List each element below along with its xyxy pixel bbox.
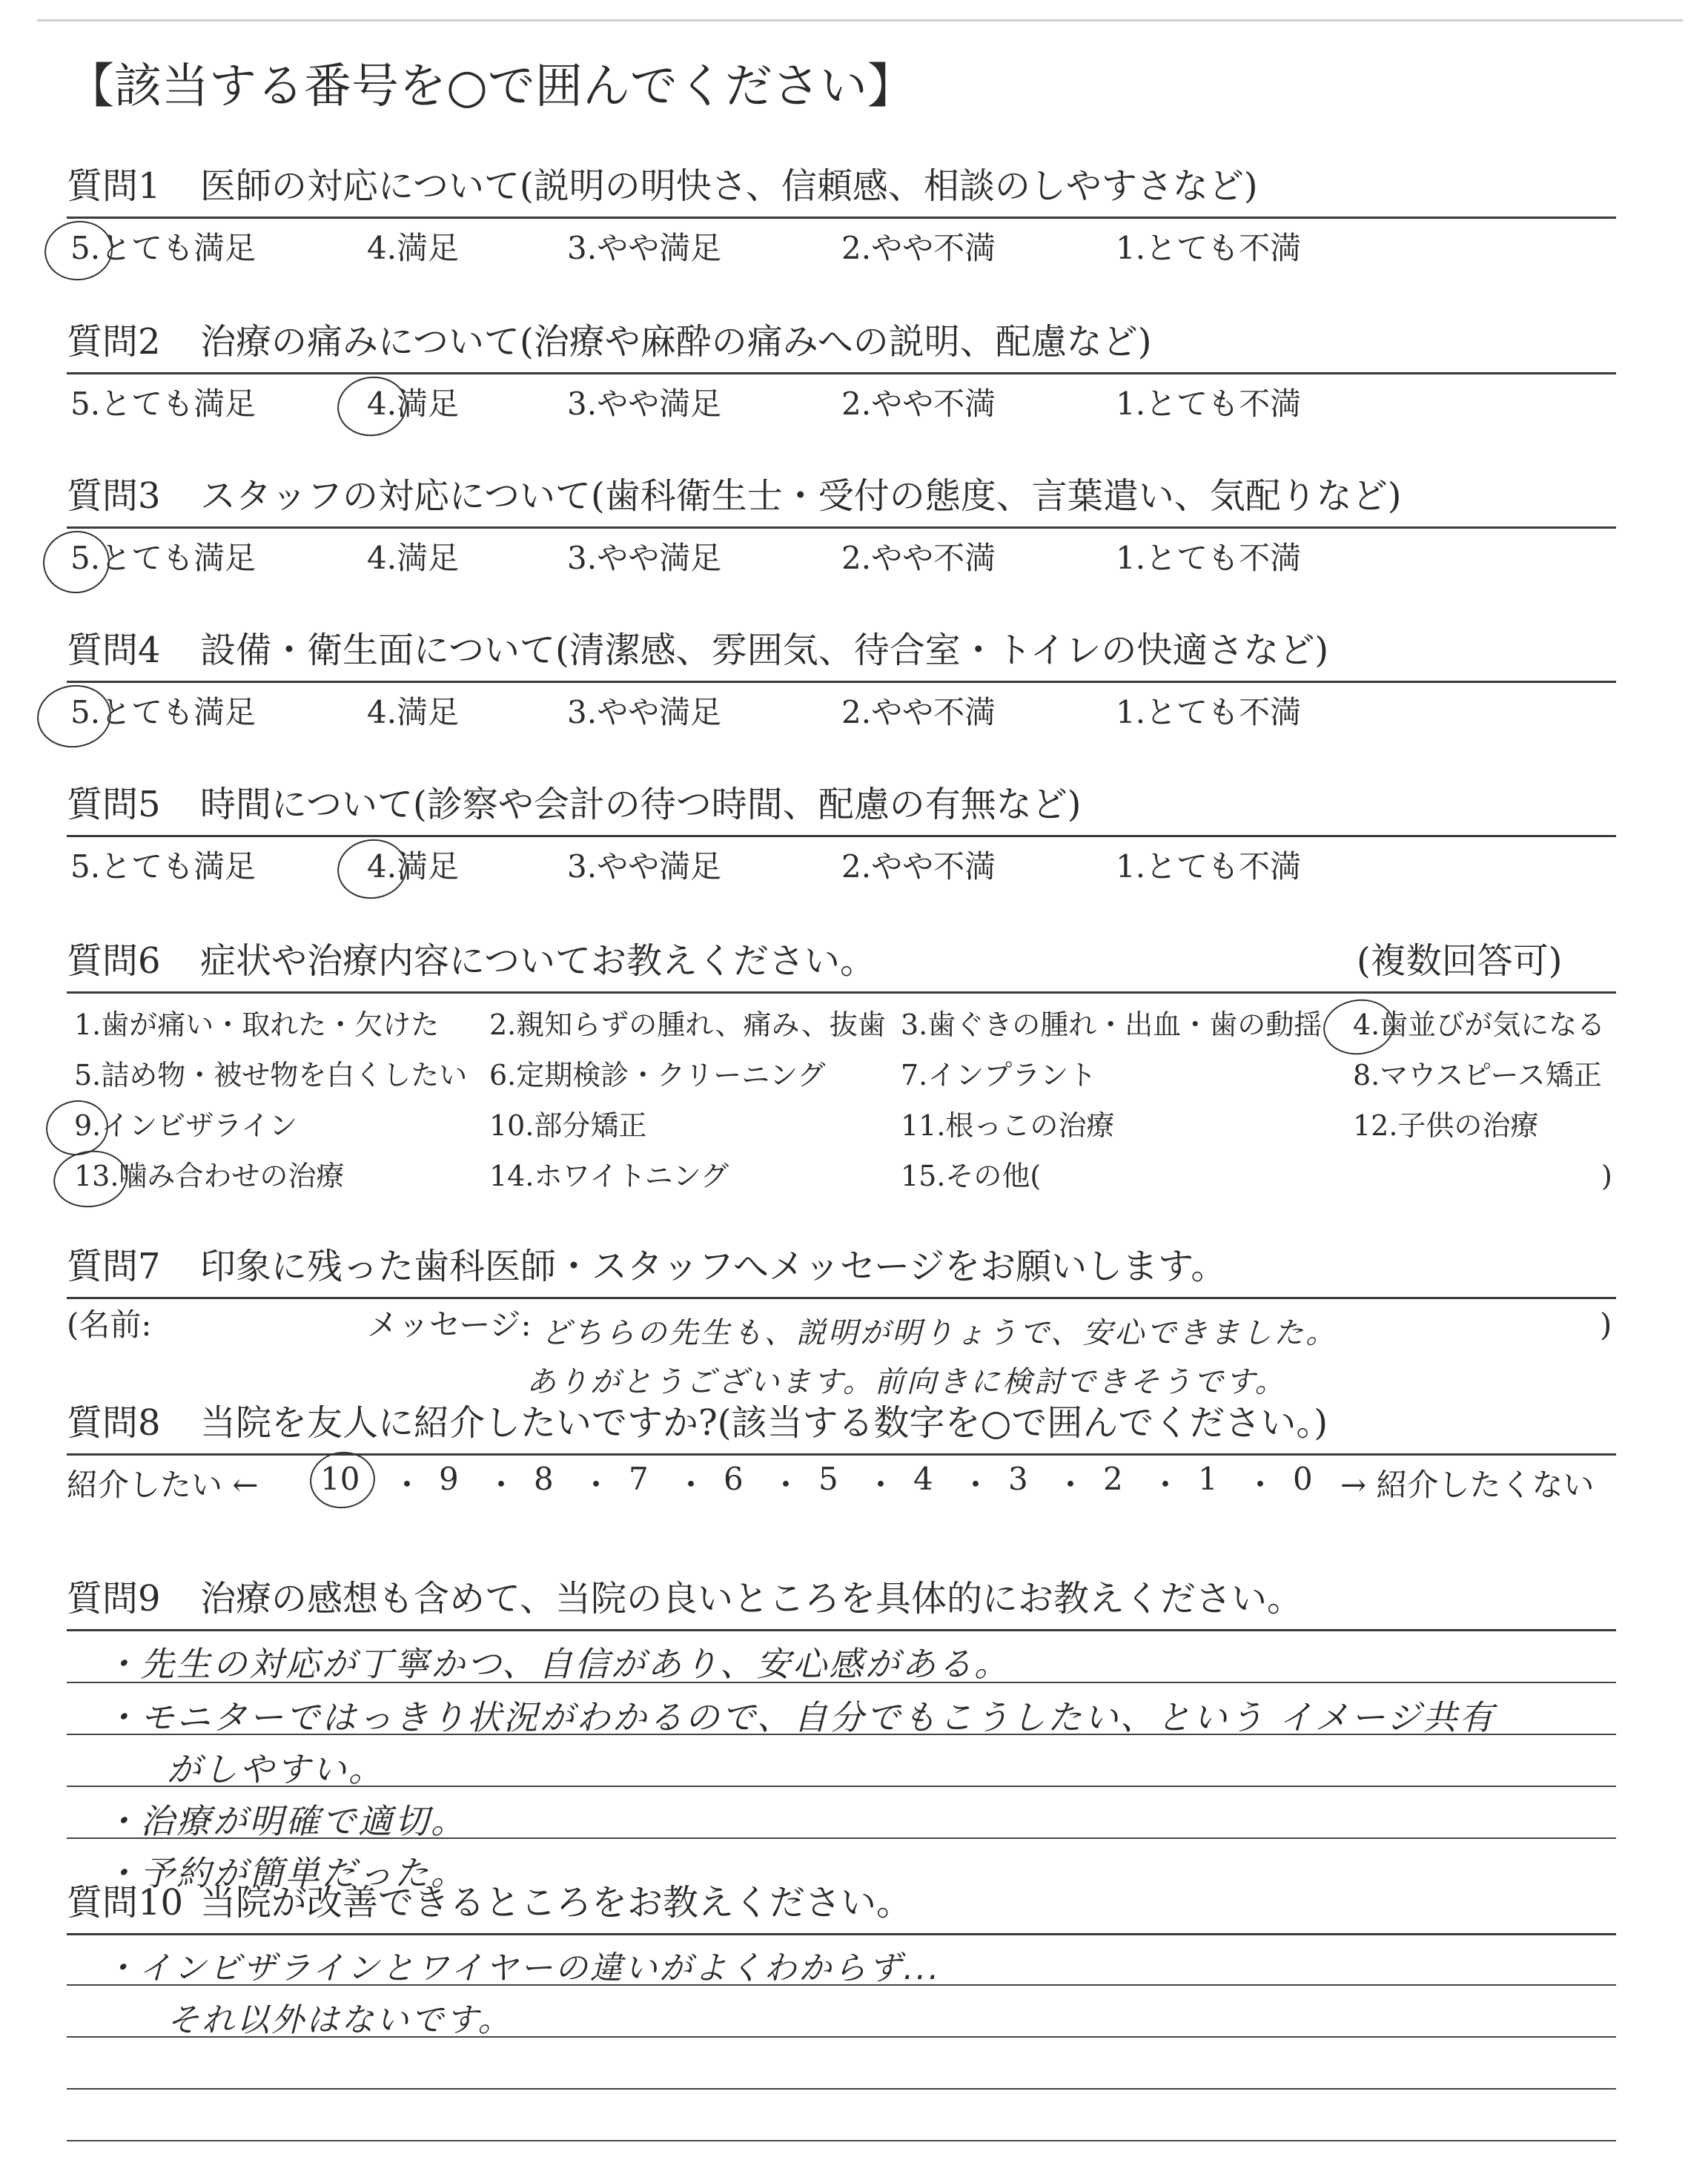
q6-item-14[interactable]: 14.ホワイトニング	[489, 1160, 729, 1192]
q8-scale-separator: ・	[865, 1467, 897, 1503]
q5-option-3[interactable]: 3.やや満足	[567, 848, 722, 885]
q3-option-1[interactable]: 1.とても不満	[1116, 540, 1302, 576]
q9-writing-line	[67, 1786, 1616, 1787]
q3-option-4[interactable]: 4.満足	[367, 540, 460, 576]
q6-rule	[67, 991, 1616, 994]
q10-heading	[67, 1883, 912, 1923]
q9-heading	[67, 1579, 1302, 1619]
q8-scale-separator: ・	[1245, 1467, 1277, 1503]
q10-writing-line	[67, 2036, 1616, 2038]
q4-option-3[interactable]: 3.やや満足	[567, 694, 722, 730]
q5-heading	[67, 785, 1082, 825]
q2-heading	[67, 323, 1152, 362]
q5-number: 質問5	[67, 784, 161, 825]
q8-scale-6[interactable]: 6	[724, 1461, 744, 1497]
q3-number: 質問3	[67, 475, 161, 517]
q2-option-5[interactable]: 5.とても満足	[70, 386, 256, 422]
q10-rule	[67, 1933, 1616, 1935]
q10-writing-line	[67, 2088, 1616, 2090]
q8-scale-separator: ・	[960, 1467, 992, 1503]
q1-number: 質問1	[67, 165, 161, 207]
q8-scale-separator: ・	[580, 1467, 612, 1503]
q5-selection-circle	[334, 835, 411, 903]
q6-heading	[67, 942, 875, 981]
q2-rule	[67, 372, 1616, 374]
q5-rule	[67, 835, 1616, 837]
q9-number: 質問9	[67, 1578, 161, 1619]
q2-text: 治療の痛みについて(治療や麻酔の痛みへの説明、配慮など)	[200, 321, 1152, 363]
q3-text: スタッフの対応について(歯科衛生士・受付の態度、言葉遣い、気配りなど)	[200, 475, 1402, 517]
q3-option-5[interactable]: 5.とても満足	[70, 540, 256, 576]
q10-text: 当院が改善できるところをお教えください。	[200, 1882, 913, 1923]
q1-option-2[interactable]: 2.やや不満	[841, 230, 996, 266]
q7-message-handwritten-1: どちらの先生も、説明が明りょうで、安心できました。	[541, 1316, 1338, 1350]
q1-option-1[interactable]: 1.とても不満	[1116, 230, 1302, 266]
q9-rule	[67, 1629, 1616, 1631]
q9-text: 治療の感想も含めて、当院の良いところを具体的にお教えください。	[200, 1578, 1303, 1619]
q6-item-1[interactable]: 1.歯が痛い・取れた・欠けた	[74, 1008, 440, 1041]
q1-rule	[67, 217, 1616, 219]
q1-option-4[interactable]: 4.満足	[367, 230, 460, 266]
q3-heading	[67, 477, 1402, 516]
q6-item-2[interactable]: 2.親知らずの腫れ、痛み、抜歯	[489, 1008, 886, 1041]
q1-option-3[interactable]: 3.やや満足	[567, 230, 722, 266]
q1-text: 医師の対応について(説明の明快さ、信頼感、相談のしやすさなど)	[200, 165, 1258, 207]
q4-option-5[interactable]: 5.とても満足	[70, 694, 256, 730]
q6-item-4[interactable]: 4.歯並びが気になる	[1353, 1008, 1606, 1041]
q5-option-2[interactable]: 2.やや不満	[841, 848, 996, 885]
q8-scale-separator: ・	[1055, 1467, 1087, 1503]
q8-left-label: 紹介したい ←	[67, 1467, 259, 1503]
q4-option-4[interactable]: 4.満足	[367, 694, 460, 730]
q8-scale-3[interactable]: 3	[1008, 1461, 1028, 1497]
q8-scale-1[interactable]: 1	[1198, 1461, 1218, 1497]
q2-option-2[interactable]: 2.やや不満	[841, 386, 996, 422]
q9-answer-line-1: ・先生の対応が丁寧かつ、自信があり、安心感がある。	[104, 1644, 1011, 1684]
q9-writing-line	[67, 1682, 1616, 1683]
q4-rule	[67, 681, 1616, 683]
q7-message-label: メッセージ:	[367, 1307, 532, 1343]
q10-answer-line-2: それ以外はないです。	[167, 2001, 513, 2039]
q4-number: 質問4	[67, 630, 161, 671]
q2-number: 質問2	[67, 321, 161, 363]
q3-option-3[interactable]: 3.やや満足	[567, 540, 722, 576]
q10-answer-line-1: ・インビザラインとワイヤーの違いがよくわからず...	[104, 1949, 941, 1987]
q8-number: 質問8	[67, 1402, 161, 1444]
q1-selection-circle	[41, 217, 116, 285]
q8-scale-4[interactable]: 4	[913, 1461, 933, 1497]
q8-heading	[67, 1404, 1328, 1443]
q4-text: 設備・衛生面について(清潔感、雰囲気、待合室・トイレの快適さなど)	[200, 630, 1329, 671]
q4-heading	[67, 631, 1328, 670]
q8-right-label: → 紹介したくない	[1340, 1467, 1595, 1503]
q7-rule	[67, 1297, 1616, 1299]
q2-option-3[interactable]: 3.やや満足	[567, 386, 722, 422]
q6-item-8[interactable]: 8.マウスピース矯正	[1353, 1059, 1602, 1091]
q9-answer-line-3: がしやすい。	[167, 1749, 385, 1789]
top-border	[37, 19, 1683, 22]
q6-selection-circle-9	[42, 1097, 111, 1160]
q8-scale-separator: ・	[391, 1467, 423, 1503]
q6-item-3[interactable]: 3.歯ぐきの腫れ・出血・歯の動揺	[901, 1008, 1323, 1041]
q8-scale-10[interactable]: 10	[320, 1461, 360, 1497]
q7-name-label: (名前:	[67, 1307, 152, 1343]
q2-selection-circle	[334, 372, 411, 440]
q8-text: 当院を友人に紹介したいですか?(該当する数字を○で囲んでください。)	[200, 1402, 1328, 1444]
q3-selection-circle	[39, 526, 114, 598]
q8-scale-separator: ・	[1150, 1467, 1182, 1503]
q9-answer-line-2: ・モニターではっきり状況がわかるので、自分でもこうしたい、という イメージ共有	[104, 1697, 1496, 1737]
q10-number: 質問10	[67, 1882, 184, 1923]
q10-writing-line	[67, 2140, 1616, 2141]
q9-answer-line-5: ・予約が簡単だった。	[104, 1853, 467, 1893]
q5-option-5[interactable]: 5.とても満足	[70, 848, 256, 885]
q8-scale-8[interactable]: 8	[534, 1461, 554, 1497]
q6-item-15-close: )	[1601, 1160, 1612, 1192]
q8-scale-2[interactable]: 2	[1103, 1461, 1123, 1497]
q7-text: 印象に残った歯科医師・スタッフへメッセージをお願いします。	[200, 1246, 1227, 1287]
q5-text: 時間について(診察や会計の待つ時間、配慮の有無など)	[200, 784, 1082, 825]
q6-item-13[interactable]: 13.噛み合わせの治療	[74, 1160, 345, 1192]
q8-scale-separator: ・	[675, 1467, 707, 1503]
q7-close-paren: )	[1600, 1307, 1612, 1343]
q4-option-1[interactable]: 1.とても不満	[1116, 694, 1302, 730]
q8-scale-0[interactable]: 0	[1293, 1461, 1313, 1497]
q6-item-10[interactable]: 10.部分矯正	[489, 1109, 647, 1142]
q8-scale-separator: ・	[770, 1467, 802, 1503]
q2-option-1[interactable]: 1.とても不満	[1116, 386, 1302, 422]
q1-option-5[interactable]: 5.とても満足	[70, 230, 256, 266]
q7-heading	[67, 1247, 1226, 1287]
q8-scale-7[interactable]: 7	[629, 1461, 649, 1497]
q2-option-4[interactable]: 4.満足	[367, 386, 460, 422]
q8-rule	[67, 1453, 1616, 1456]
q5-option-1[interactable]: 1.とても不満	[1116, 848, 1302, 885]
q6-item-12[interactable]: 12.子供の治療	[1353, 1109, 1539, 1142]
instruction-title: 【該当する番号を○で囲んでください】	[67, 59, 915, 114]
q1-heading	[67, 167, 1258, 206]
q3-option-2[interactable]: 2.やや不満	[841, 540, 996, 576]
q6-multiple-note: (複数回答可)	[1357, 940, 1563, 982]
q8-selection-circle	[306, 1447, 379, 1513]
q6-item-11[interactable]: 11.根っこの治療	[901, 1109, 1115, 1142]
q3-rule	[67, 526, 1616, 529]
q9-writing-line	[67, 1837, 1616, 1839]
q8-scale-5[interactable]: 5	[818, 1461, 838, 1497]
q7-message-handwritten-2: ありがとうございます。前向きに検討できそうです。	[526, 1365, 1287, 1399]
q8-scale-separator: ・	[486, 1467, 517, 1503]
q6-number: 質問6	[67, 940, 161, 982]
q6-item-9[interactable]: 9.インビザライン	[74, 1109, 298, 1142]
q6-selection-circle-13	[50, 1146, 131, 1212]
q9-writing-line	[67, 1734, 1616, 1735]
q4-selection-circle	[33, 680, 116, 752]
q10-writing-line	[67, 1984, 1616, 1986]
q5-option-4[interactable]: 4.満足	[367, 848, 460, 885]
q7-number: 質問7	[67, 1246, 161, 1287]
q6-text: 症状や治療内容についてお教えください。	[200, 940, 876, 982]
q6-item-7[interactable]: 7.インプラント	[901, 1059, 1097, 1091]
q4-option-2[interactable]: 2.やや不満	[841, 694, 996, 730]
q9-answer-line-4: ・治療が明確で適切。	[104, 1801, 467, 1841]
q6-item-6[interactable]: 6.定期検診・クリーニング	[489, 1059, 826, 1091]
q6-item-5[interactable]: 5.詰め物・被せ物を白くしたい	[74, 1059, 468, 1091]
q8-scale-9[interactable]: 9	[439, 1461, 459, 1497]
q6-selection-circle-4	[1320, 995, 1397, 1060]
q6-item-15[interactable]: 15.その他(	[901, 1160, 1042, 1192]
